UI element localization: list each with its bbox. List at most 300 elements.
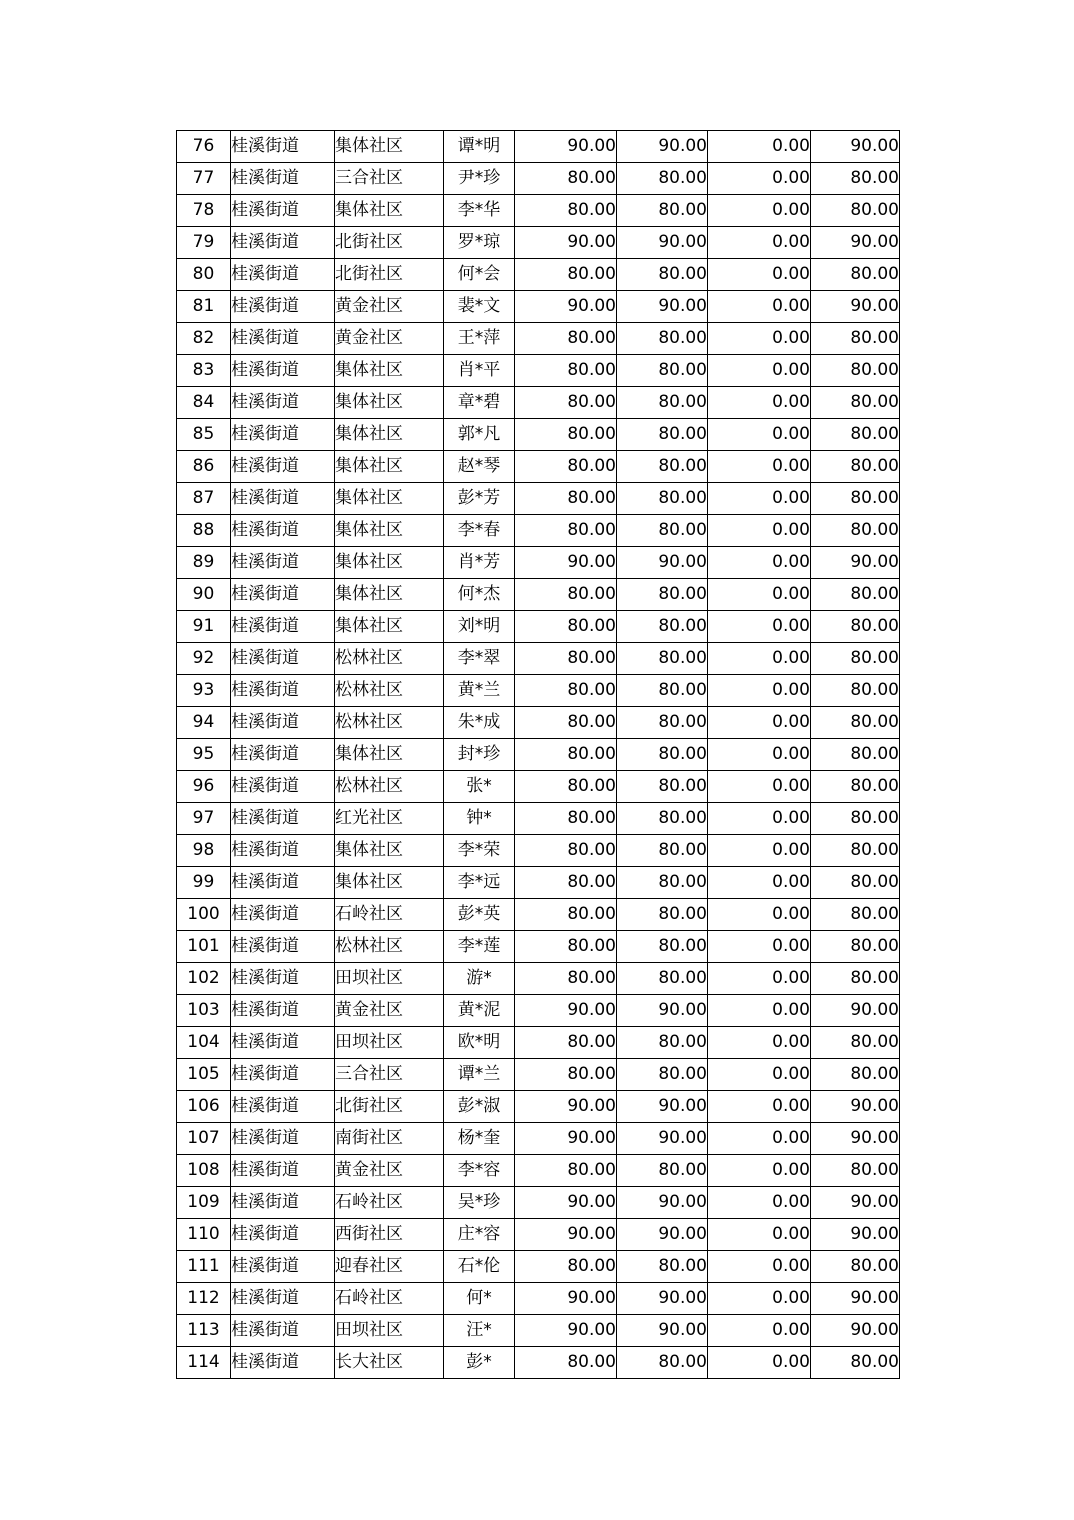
name-cell: 杨*奎 [444,1123,515,1155]
amount-cell-1: 80.00 [515,835,617,867]
community-cell: 集体社区 [335,579,444,611]
amount-cell-2: 80.00 [617,835,708,867]
table-row [177,643,900,675]
street-cell: 桂溪街道 [231,1283,335,1315]
row-number-cell: 82 [177,323,231,355]
amount-cell-1: 80.00 [515,163,617,195]
table-row [177,739,900,771]
street-cell: 桂溪街道 [231,195,335,227]
amount-cell-3: 0.00 [708,547,811,579]
community-cell: 北街社区 [335,227,444,259]
amount-cell-3: 0.00 [708,803,811,835]
amount-cell-1: 80.00 [515,1347,617,1379]
street-cell: 桂溪街道 [231,259,335,291]
community-cell: 西街社区 [335,1219,444,1251]
name-cell: 黄*兰 [444,675,515,707]
street-cell: 桂溪街道 [231,643,335,675]
table-row [177,611,900,643]
community-cell: 黄金社区 [335,1155,444,1187]
name-cell: 何*杰 [444,579,515,611]
amount-cell-2: 80.00 [617,867,708,899]
name-cell: 张* [444,771,515,803]
amount-cell-3: 0.00 [708,419,811,451]
amount-cell-2: 80.00 [617,355,708,387]
community-cell: 南街社区 [335,1123,444,1155]
table-row [177,259,900,291]
row-number-cell: 99 [177,867,231,899]
amount-cell-4: 80.00 [811,611,900,643]
subsidy-roster-table [176,130,900,1379]
name-cell: 赵*琴 [444,451,515,483]
amount-cell-1: 80.00 [515,739,617,771]
amount-cell-4: 80.00 [811,931,900,963]
amount-cell-3: 0.00 [708,1059,811,1091]
amount-cell-2: 90.00 [617,1219,708,1251]
amount-cell-1: 80.00 [515,1027,617,1059]
name-cell: 谭*明 [444,131,515,163]
name-cell: 黄*泥 [444,995,515,1027]
amount-cell-4: 80.00 [811,963,900,995]
amount-cell-1: 80.00 [515,803,617,835]
amount-cell-3: 0.00 [708,483,811,515]
name-cell: 朱*成 [444,707,515,739]
amount-cell-4: 90.00 [811,1123,900,1155]
community-cell: 松林社区 [335,771,444,803]
community-cell: 三合社区 [335,163,444,195]
amount-cell-3: 0.00 [708,1315,811,1347]
row-number-cell: 85 [177,419,231,451]
amount-cell-1: 80.00 [515,771,617,803]
community-cell: 集体社区 [335,867,444,899]
amount-cell-3: 0.00 [708,579,811,611]
table-row [177,547,900,579]
name-cell: 肖*平 [444,355,515,387]
amount-cell-2: 90.00 [617,995,708,1027]
name-cell: 李*远 [444,867,515,899]
amount-cell-4: 90.00 [811,131,900,163]
name-cell: 钟* [444,803,515,835]
street-cell: 桂溪街道 [231,867,335,899]
amount-cell-1: 80.00 [515,387,617,419]
table-row [177,195,900,227]
table-row [177,131,900,163]
table-row [177,963,900,995]
amount-cell-2: 90.00 [617,131,708,163]
row-number-cell: 105 [177,1059,231,1091]
amount-cell-3: 0.00 [708,867,811,899]
table-row [177,1347,900,1379]
amount-cell-4: 80.00 [811,483,900,515]
amount-cell-3: 0.00 [708,515,811,547]
name-cell: 李*容 [444,1155,515,1187]
name-cell: 李*春 [444,515,515,547]
amount-cell-3: 0.00 [708,611,811,643]
amount-cell-3: 0.00 [708,675,811,707]
amount-cell-2: 80.00 [617,707,708,739]
row-number-cell: 97 [177,803,231,835]
community-cell: 集体社区 [335,451,444,483]
row-number-cell: 92 [177,643,231,675]
row-number-cell: 87 [177,483,231,515]
table-row [177,1059,900,1091]
street-cell: 桂溪街道 [231,547,335,579]
street-cell: 桂溪街道 [231,1155,335,1187]
community-cell: 田坝社区 [335,1315,444,1347]
amount-cell-3: 0.00 [708,451,811,483]
row-number-cell: 100 [177,899,231,931]
community-cell: 松林社区 [335,707,444,739]
amount-cell-2: 80.00 [617,611,708,643]
amount-cell-1: 80.00 [515,451,617,483]
street-cell: 桂溪街道 [231,515,335,547]
amount-cell-4: 80.00 [811,675,900,707]
amount-cell-3: 0.00 [708,835,811,867]
street-cell: 桂溪街道 [231,1219,335,1251]
row-number-cell: 76 [177,131,231,163]
street-cell: 桂溪街道 [231,1091,335,1123]
name-cell: 王*萍 [444,323,515,355]
community-cell: 田坝社区 [335,1027,444,1059]
table-row [177,1027,900,1059]
amount-cell-1: 80.00 [515,515,617,547]
name-cell: 刘*明 [444,611,515,643]
amount-cell-4: 90.00 [811,1091,900,1123]
street-cell: 桂溪街道 [231,163,335,195]
street-cell: 桂溪街道 [231,1187,335,1219]
row-number-cell: 94 [177,707,231,739]
amount-cell-2: 80.00 [617,739,708,771]
name-cell: 封*珍 [444,739,515,771]
table-row [177,1187,900,1219]
street-cell: 桂溪街道 [231,387,335,419]
amount-cell-3: 0.00 [708,995,811,1027]
community-cell: 黄金社区 [335,995,444,1027]
street-cell: 桂溪街道 [231,995,335,1027]
amount-cell-2: 90.00 [617,1123,708,1155]
amount-cell-1: 80.00 [515,579,617,611]
amount-cell-2: 80.00 [617,1347,708,1379]
amount-cell-3: 0.00 [708,899,811,931]
name-cell: 彭* [444,1347,515,1379]
name-cell: 李*华 [444,195,515,227]
name-cell: 李*莲 [444,931,515,963]
amount-cell-1: 90.00 [515,1219,617,1251]
amount-cell-2: 80.00 [617,515,708,547]
amount-cell-3: 0.00 [708,771,811,803]
amount-cell-4: 80.00 [811,323,900,355]
amount-cell-4: 80.00 [811,803,900,835]
amount-cell-2: 80.00 [617,387,708,419]
amount-cell-4: 90.00 [811,1219,900,1251]
amount-cell-3: 0.00 [708,131,811,163]
amount-cell-2: 90.00 [617,547,708,579]
amount-cell-2: 90.00 [617,1283,708,1315]
community-cell: 黄金社区 [335,291,444,323]
amount-cell-2: 90.00 [617,227,708,259]
table-row [177,355,900,387]
community-cell: 集体社区 [335,419,444,451]
amount-cell-1: 90.00 [515,131,617,163]
table-row [177,835,900,867]
amount-cell-4: 90.00 [811,547,900,579]
amount-cell-3: 0.00 [708,387,811,419]
name-cell: 石*伦 [444,1251,515,1283]
amount-cell-4: 80.00 [811,387,900,419]
amount-cell-1: 80.00 [515,707,617,739]
street-cell: 桂溪街道 [231,483,335,515]
table-row [177,323,900,355]
street-cell: 桂溪街道 [231,771,335,803]
street-cell: 桂溪街道 [231,963,335,995]
amount-cell-4: 80.00 [811,1155,900,1187]
row-number-cell: 89 [177,547,231,579]
amount-cell-4: 80.00 [811,259,900,291]
community-cell: 松林社区 [335,675,444,707]
name-cell: 彭*淑 [444,1091,515,1123]
amount-cell-4: 90.00 [811,1315,900,1347]
name-cell: 彭*英 [444,899,515,931]
row-number-cell: 101 [177,931,231,963]
table-row [177,291,900,323]
amount-cell-2: 80.00 [617,483,708,515]
street-cell: 桂溪街道 [231,419,335,451]
street-cell: 桂溪街道 [231,1251,335,1283]
amount-cell-3: 0.00 [708,707,811,739]
amount-cell-3: 0.00 [708,163,811,195]
amount-cell-1: 80.00 [515,675,617,707]
community-cell: 田坝社区 [335,963,444,995]
amount-cell-4: 80.00 [811,419,900,451]
table-row [177,227,900,259]
name-cell: 汪* [444,1315,515,1347]
table-row [177,163,900,195]
amount-cell-4: 90.00 [811,995,900,1027]
table-row [177,675,900,707]
name-cell: 尹*珍 [444,163,515,195]
amount-cell-3: 0.00 [708,1187,811,1219]
amount-cell-3: 0.00 [708,643,811,675]
community-cell: 迎春社区 [335,1251,444,1283]
amount-cell-4: 80.00 [811,515,900,547]
name-cell: 庄*容 [444,1219,515,1251]
table-row [177,1155,900,1187]
name-cell: 欧*明 [444,1027,515,1059]
amount-cell-1: 90.00 [515,1283,617,1315]
row-number-cell: 86 [177,451,231,483]
row-number-cell: 96 [177,771,231,803]
amount-cell-3: 0.00 [708,195,811,227]
row-number-cell: 104 [177,1027,231,1059]
row-number-cell: 106 [177,1091,231,1123]
amount-cell-4: 80.00 [811,771,900,803]
amount-cell-1: 90.00 [515,1187,617,1219]
amount-cell-2: 90.00 [617,1091,708,1123]
row-number-cell: 112 [177,1283,231,1315]
community-cell: 集体社区 [335,355,444,387]
table-row [177,1219,900,1251]
community-cell: 黄金社区 [335,323,444,355]
community-cell: 集体社区 [335,387,444,419]
amount-cell-3: 0.00 [708,259,811,291]
street-cell: 桂溪街道 [231,1059,335,1091]
name-cell: 郭*凡 [444,419,515,451]
row-number-cell: 109 [177,1187,231,1219]
table-row [177,419,900,451]
street-cell: 桂溪街道 [231,1315,335,1347]
amount-cell-4: 80.00 [811,163,900,195]
amount-cell-1: 90.00 [515,291,617,323]
community-cell: 集体社区 [335,547,444,579]
amount-cell-4: 80.00 [811,867,900,899]
table-row [177,483,900,515]
amount-cell-4: 80.00 [811,707,900,739]
amount-cell-3: 0.00 [708,739,811,771]
amount-cell-1: 80.00 [515,323,617,355]
community-cell: 松林社区 [335,643,444,675]
amount-cell-2: 80.00 [617,1251,708,1283]
row-number-cell: 93 [177,675,231,707]
amount-cell-2: 80.00 [617,1027,708,1059]
street-cell: 桂溪街道 [231,1347,335,1379]
amount-cell-3: 0.00 [708,1219,811,1251]
amount-cell-1: 90.00 [515,1091,617,1123]
amount-cell-2: 80.00 [617,1059,708,1091]
community-cell: 红光社区 [335,803,444,835]
community-cell: 三合社区 [335,1059,444,1091]
amount-cell-2: 80.00 [617,675,708,707]
amount-cell-1: 80.00 [515,1155,617,1187]
row-number-cell: 102 [177,963,231,995]
amount-cell-2: 80.00 [617,931,708,963]
community-cell: 集体社区 [335,739,444,771]
amount-cell-4: 80.00 [811,643,900,675]
row-number-cell: 107 [177,1123,231,1155]
row-number-cell: 78 [177,195,231,227]
amount-cell-3: 0.00 [708,963,811,995]
name-cell: 李*翠 [444,643,515,675]
street-cell: 桂溪街道 [231,579,335,611]
table-row [177,1123,900,1155]
table-body [177,131,900,1379]
amount-cell-3: 0.00 [708,1347,811,1379]
amount-cell-2: 80.00 [617,259,708,291]
table-row [177,867,900,899]
name-cell: 章*碧 [444,387,515,419]
community-cell: 集体社区 [335,483,444,515]
name-cell: 吴*珍 [444,1187,515,1219]
amount-cell-1: 80.00 [515,643,617,675]
community-cell: 北街社区 [335,1091,444,1123]
amount-cell-2: 80.00 [617,963,708,995]
amount-cell-2: 90.00 [617,1315,708,1347]
community-cell: 集体社区 [335,195,444,227]
amount-cell-2: 80.00 [617,419,708,451]
table-row [177,995,900,1027]
row-number-cell: 108 [177,1155,231,1187]
name-cell: 何*会 [444,259,515,291]
amount-cell-4: 90.00 [811,1187,900,1219]
street-cell: 桂溪街道 [231,835,335,867]
amount-cell-1: 80.00 [515,355,617,387]
row-number-cell: 90 [177,579,231,611]
street-cell: 桂溪街道 [231,707,335,739]
amount-cell-2: 80.00 [617,771,708,803]
table-row [177,1315,900,1347]
amount-cell-2: 80.00 [617,451,708,483]
name-cell: 罗*琼 [444,227,515,259]
community-cell: 北街社区 [335,259,444,291]
community-cell: 集体社区 [335,835,444,867]
amount-cell-4: 90.00 [811,291,900,323]
row-number-cell: 79 [177,227,231,259]
amount-cell-1: 90.00 [515,1123,617,1155]
row-number-cell: 98 [177,835,231,867]
table-row [177,1283,900,1315]
community-cell: 集体社区 [335,515,444,547]
street-cell: 桂溪街道 [231,739,335,771]
community-cell: 集体社区 [335,611,444,643]
amount-cell-4: 80.00 [811,899,900,931]
street-cell: 桂溪街道 [231,1123,335,1155]
street-cell: 桂溪街道 [231,675,335,707]
row-number-cell: 103 [177,995,231,1027]
amount-cell-1: 80.00 [515,963,617,995]
name-cell: 李*荣 [444,835,515,867]
amount-cell-4: 80.00 [811,355,900,387]
amount-cell-4: 90.00 [811,227,900,259]
amount-cell-3: 0.00 [708,1091,811,1123]
community-cell: 长大社区 [335,1347,444,1379]
amount-cell-4: 80.00 [811,1027,900,1059]
table-row [177,579,900,611]
amount-cell-4: 90.00 [811,1283,900,1315]
amount-cell-1: 90.00 [515,1315,617,1347]
amount-cell-1: 80.00 [515,611,617,643]
name-cell: 何* [444,1283,515,1315]
amount-cell-3: 0.00 [708,1155,811,1187]
amount-cell-1: 90.00 [515,995,617,1027]
amount-cell-3: 0.00 [708,227,811,259]
amount-cell-1: 80.00 [515,1059,617,1091]
amount-cell-1: 80.00 [515,1251,617,1283]
row-number-cell: 95 [177,739,231,771]
amount-cell-4: 80.00 [811,1251,900,1283]
row-number-cell: 91 [177,611,231,643]
street-cell: 桂溪街道 [231,899,335,931]
amount-cell-1: 90.00 [515,227,617,259]
row-number-cell: 80 [177,259,231,291]
table-row [177,931,900,963]
amount-cell-2: 80.00 [617,803,708,835]
amount-cell-4: 80.00 [811,835,900,867]
row-number-cell: 114 [177,1347,231,1379]
amount-cell-4: 80.00 [811,1347,900,1379]
amount-cell-3: 0.00 [708,355,811,387]
community-cell: 松林社区 [335,931,444,963]
amount-cell-3: 0.00 [708,291,811,323]
street-cell: 桂溪街道 [231,931,335,963]
row-number-cell: 110 [177,1219,231,1251]
row-number-cell: 113 [177,1315,231,1347]
amount-cell-4: 80.00 [811,739,900,771]
name-cell: 谭*兰 [444,1059,515,1091]
table-row [177,707,900,739]
name-cell: 肖*芳 [444,547,515,579]
street-cell: 桂溪街道 [231,131,335,163]
community-cell: 石岭社区 [335,899,444,931]
table-row [177,1251,900,1283]
table-row [177,899,900,931]
